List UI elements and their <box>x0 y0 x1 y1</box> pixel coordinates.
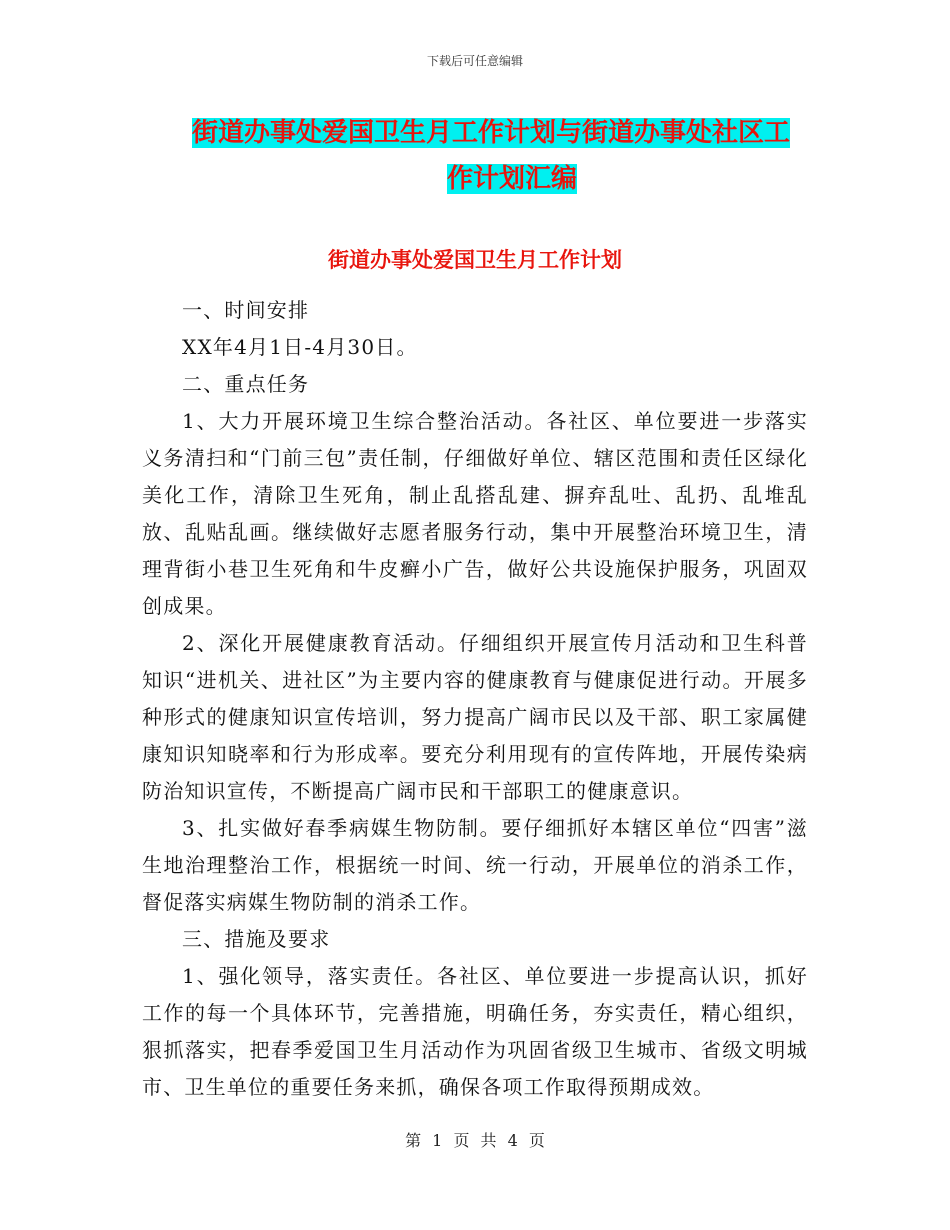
paragraph-date-range: XX年4月1日-4月30日。 <box>182 335 418 359</box>
paragraph-task-1: 1、大力开展环境卫生综合整治活动。各社区、单位要进一步落实义务清扫和“门前三包”责任制，仔细做好单位、辖区范围和责任区绿化美化工作，清除卫生死角，制止乱搭乱建、摒弃乱吐、乱扔、乱堆乱放、乱贴乱画。继续做好志愿者服务行动，集中开展整治环境卫生，清理背街小巷卫生死角和牛皮癣小广告，做好公共设施保护服务，巩固双创成果。 <box>142 409 808 618</box>
document-title-line-1: 街道办事处爱国卫生月工作计划与街道办事处社区工 <box>192 118 791 148</box>
document-body <box>142 292 808 1106</box>
paragraph-measure-1: 1、强化领导，落实责任。各社区、单位要进一步提高认识，抓好工作的每一个具体环节，完善措施，明确任务，夯实责任，精心组织，狠抓落实，把春季爱国卫生月活动作为巩固省级卫生城市、省级文明城市、卫生单位的重要任务来抓，确保各项工作取得预期成效。 <box>142 964 808 1099</box>
paragraph-task-2: 2、深化开展健康教育活动。仔细组织开展宣传月活动和卫生科普知识“进机关、进社区”为主要内容的健康教育与健康促进行动。开展多种形式的健康知识宣传培训，努力提高广阔市民以及干部、职工家属健康知识知晓率和行为形成率。要充分利用现有的宣传阵地，开展传染病防治知识宣传，不断提高广阔市民和干部职工的健康意识。 <box>142 631 808 803</box>
heading-time-schedule: 一、时间安排 <box>182 298 310 322</box>
page-number: 第 1 页 共 4 页 <box>405 1131 545 1150</box>
document-title-line-2: 作计划汇编 <box>446 164 577 194</box>
page-header-note: 下载后可任意编辑 <box>426 54 523 68</box>
heading-measures: 三、措施及要求 <box>182 927 331 951</box>
document-title <box>192 110 812 202</box>
paragraph-task-3: 3、扎实做好春季病媒生物防制。要仔细抓好本辖区单位“四害”滋生地治理整治工作，根据统一时间、统一行动，开展单位的消杀工作，督促落实病媒生物防制的消杀工作。 <box>142 816 808 914</box>
heading-key-tasks: 二、重点任务 <box>182 372 310 396</box>
section-title: 街道办事处爱国卫生月工作计划 <box>328 247 622 272</box>
